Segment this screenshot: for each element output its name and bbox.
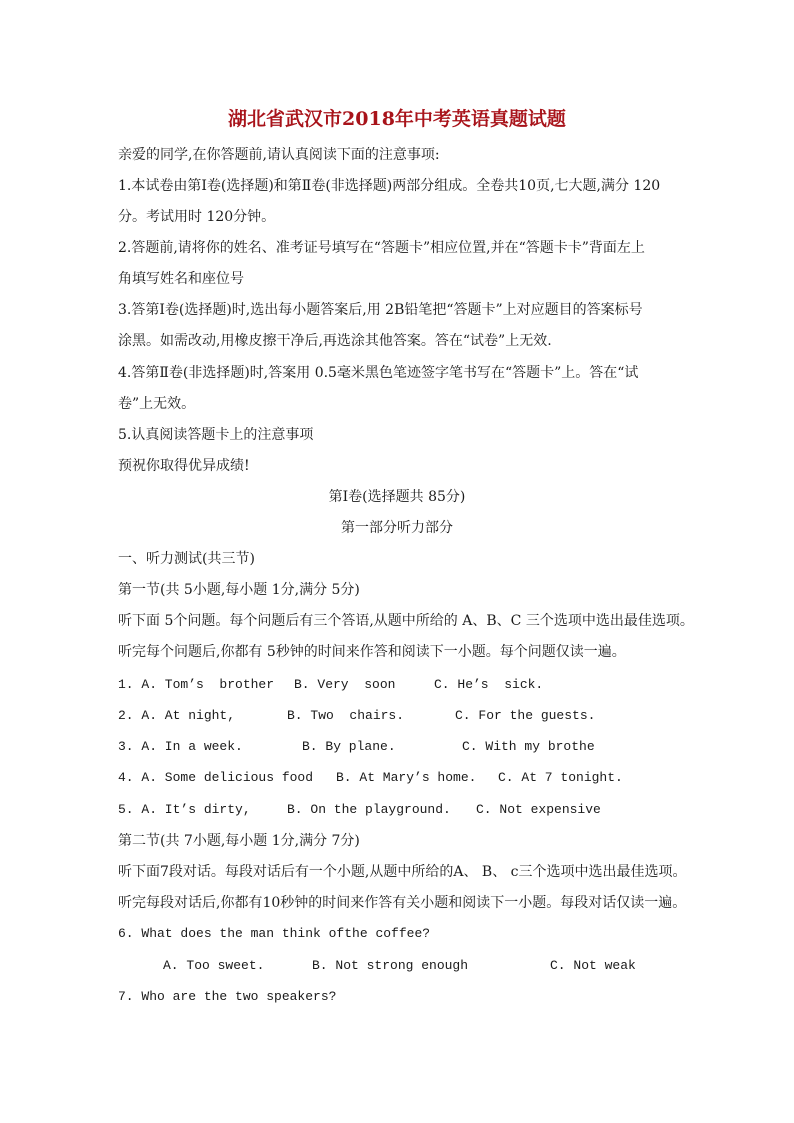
notice-4-line-2: 卷”上无效。 [118,396,196,412]
notice-3-line-2: 涂黑。如需改动,用橡皮擦干净后,再选涂其他答案。答在“试卷”上无效. [118,333,552,349]
page-title: 湖北省武汉市2018年中考英语真题试题 [228,108,566,130]
volume-heading: 第Ⅰ卷(选择题共 85分) [328,489,466,505]
notice-4-line-1: 4.答第Ⅱ卷(非选择题)时,答案用 0.5毫米黑色笔迹签字笔书写在“答题卡”上。答在“试 [118,365,639,381]
q5-option-a: 5. A. It’s dirty, [118,802,251,817]
q6-option-c: C. Not weak [550,958,636,973]
intro-text: 亲爱的同学,在你答题前,请认真阅读下面的注意事项: [118,147,440,163]
wish-text: 预祝你取得优异成绩! [118,458,250,474]
q6-option-a: A. Too sweet. [163,958,265,973]
section-1-instruction-1: 听下面 5个问题。每个问题后有三个答语,从题中所给的 A、B、C 三个选项中选出最佳选项。 [118,613,694,629]
notice-1-line-1: 1.本试卷由第Ⅰ卷(选择题)和第Ⅱ卷(非选择题)两部分组成。全卷共10页,七大题,满分 120 [118,178,661,194]
section-2-instruction-1: 听下面7段对话。每段对话后有一个小题,从题中所给的A、 B、 c三个选项中选出最佳选项。 [118,864,687,880]
q1-option-b: B. Very soon [294,677,396,692]
notice-2-line-2: 角填写姓名和座位号 [118,271,244,287]
q1-option-a: 1. A. Tom’s brother [118,677,275,692]
q4-option-c: C. At 7 tonight. [498,770,623,785]
section-heading: 一、听力测试(共三节) [118,551,255,567]
notice-1-line-2: 分。考试用时 120分钟。 [118,209,276,225]
q4-option-b: B. At Mary’s home. [336,770,477,785]
q5-option-c: C. Not expensive [476,802,601,817]
part-heading: 第一部分听力部分 [341,520,453,536]
section-2-heading: 第二节(共 7小题,每小题 1分,满分 7分) [118,833,360,849]
q6-stem: 6. What does the man think ofthe coffee? [118,926,431,941]
q3-option-b: B. By plane. [302,739,396,754]
q5-option-b: B. On the playground. [287,802,451,817]
q2-option-b: B. Two chairs. [287,708,405,723]
section-2-instruction-2: 听完每段对话后,你都有10秒钟的时间来作答有关小题和阅读下一小题。每段对话仅读一遍。 [118,895,687,911]
q1-option-c: C. He’s sick. [434,677,544,692]
notice-5: 5.认真阅读答题卡上的注意事项 [118,427,314,443]
section-1-instruction-2: 听完每个问题后,你都有 5秒钟的时间来作答和阅读下一小题。每个问题仅读一遍。 [118,644,626,660]
q7-stem: 7. Who are the two speakers? [118,989,337,1004]
section-1-heading: 第一节(共 5小题,每小题 1分,满分 5分) [118,582,360,598]
q2-option-c: C. For the guests. [455,708,596,723]
notice-3-line-1: 3.答第Ⅰ卷(选择题)时,选出每小题答案后,用 2B铅笔把“答题卡”上对应题目的答案标号 [118,302,643,318]
q3-option-a: 3. A. In a week. [118,739,243,754]
q3-option-c: C. With my brothe [462,739,595,754]
q6-option-b: B. Not strong enough [312,958,469,973]
notice-2-line-1: 2.答题前,请将你的姓名、准考证号填写在“答题卡”相应位置,并在“答题卡卡”背面左上 [118,240,645,256]
q4-option-a: 4. A. Some delicious food [118,770,314,785]
q2-option-a: 2. A. At night, [118,708,236,723]
